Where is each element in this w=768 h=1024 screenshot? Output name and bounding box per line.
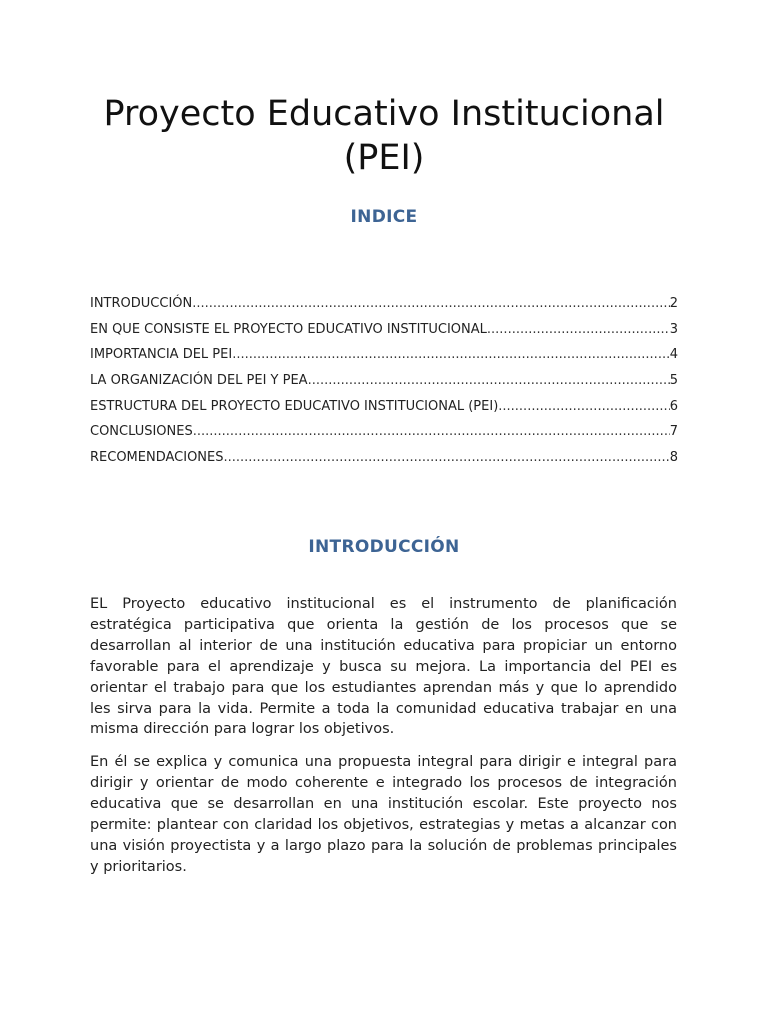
toc-entry-organizacion[interactable] <box>90 373 678 399</box>
toc-entry-page: 6 <box>669 398 678 414</box>
toc-entry-label: CONCLUSIONES <box>90 424 193 440</box>
toc-dot-leader <box>308 373 670 388</box>
toc-entry-introduccion[interactable] <box>90 296 678 322</box>
toc-dot-leader <box>498 399 669 414</box>
toc-entry-page: 5 <box>669 373 678 389</box>
toc-entry-estructura[interactable] <box>90 399 678 425</box>
toc-dot-leader <box>192 296 669 311</box>
toc-entry-page: 4 <box>669 347 678 363</box>
introduction-paragraph-1: EL Proyecto educativo institucional es el instrumento de planificación estratégica participativa que orienta la gestión de los procesos que se desarrollan al interior de una institución educativa para propiciar un entorno favorable para el aprendizaje y busca su mejora. La importancia del PEI es orientar el trabajo para que los estudiantes aprendan más y que lo aprendido les sirva para la vida. Permite a toda la comunidad educativa trabajar en una misma dirección para lograr los objetivos. <box>90 596 677 738</box>
introduction-paragraph-2: En él se explica y comunica una propuesta integral para dirigir e integral para dirigir y orientar de modo coherente e integrado los procesos de integración educativa que se desarrollan en una institución escolar. Este proyecto nos permite: plantear con claridad los objetivos, estrategias y metas a alcanzar con una visión proyectista y a largo plazo para la solución de problemas principales y prioritarios. <box>90 754 677 875</box>
toc-entry-page: 2 <box>669 296 678 311</box>
toc-entry-importancia[interactable] <box>90 347 678 373</box>
toc-dot-leader <box>232 347 670 362</box>
toc-dot-leader <box>193 424 670 439</box>
toc-entry-label: EN QUE CONSISTE EL PROYECTO EDUCATIVO INSTITUCIONAL <box>90 321 487 337</box>
toc-entry-label: IMPORTANCIA DEL PEI <box>90 347 233 363</box>
toc-entry-page: 8 <box>669 450 678 466</box>
toc-dot-leader <box>224 450 670 465</box>
toc-entry-label: RECOMENDACIONES <box>90 450 224 466</box>
toc-entry-page: 7 <box>669 424 678 440</box>
toc-dot-leader <box>487 322 670 337</box>
toc-entry-page: 3 <box>669 321 678 337</box>
introduction-heading: INTRODUCCIÓN <box>308 537 460 557</box>
table-of-contents <box>90 296 678 476</box>
toc-entry-label: LA ORGANIZACIÓN DEL PEI Y PEA <box>90 373 308 389</box>
index-heading: INDICE <box>350 207 418 227</box>
toc-entry-label: INTRODUCCIÓN <box>90 296 193 311</box>
toc-entry-label: ESTRUCTURA DEL PROYECTO EDUCATIVO INSTITUCIONAL (PEI) <box>90 398 499 414</box>
document-title: Proyecto Educativo Institucional (PEI) <box>103 94 665 178</box>
toc-entry-en-que-consiste[interactable] <box>90 322 678 348</box>
toc-entry-conclusiones[interactable] <box>90 424 678 450</box>
toc-entry-recomendaciones[interactable] <box>90 450 678 476</box>
